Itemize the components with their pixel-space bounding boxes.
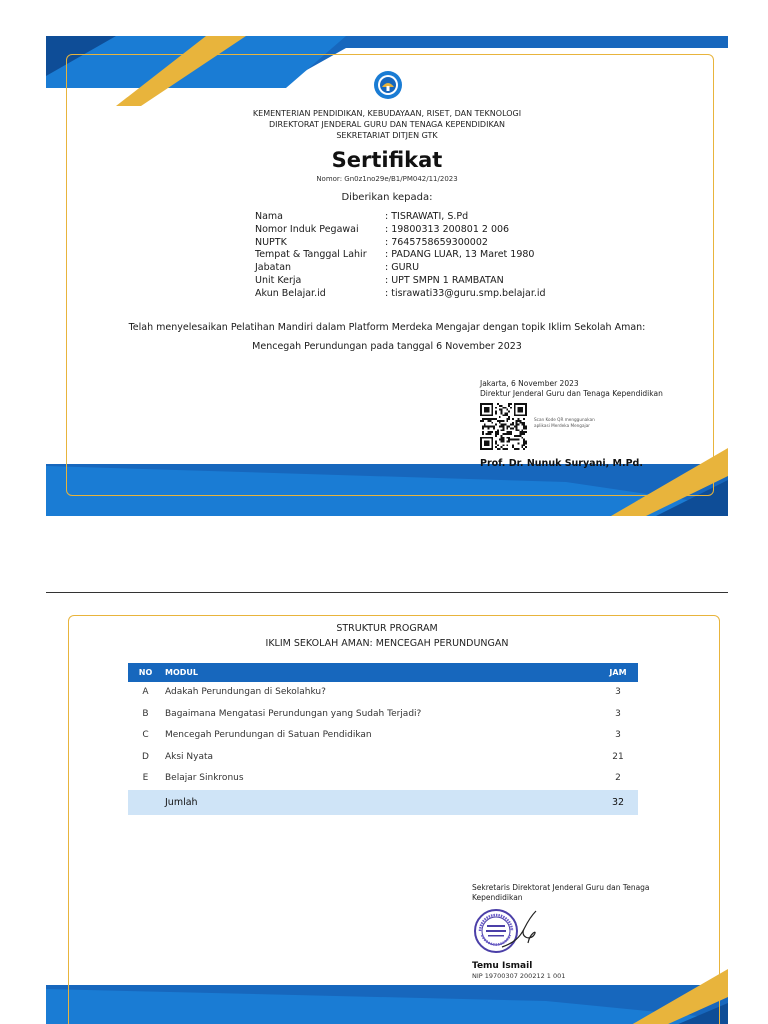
detail-label: Tempat & Tanggal Lahir	[255, 249, 367, 261]
detail-label: NUPTK	[255, 236, 287, 248]
directorate-name: DIREKTORAT JENDERAL GURU DAN TENAGA KEPENDIDIKAN	[268, 120, 506, 129]
qr-code-icon	[480, 403, 527, 450]
detail-row	[255, 224, 615, 237]
row-jam: 21	[612, 751, 624, 762]
row-jam: 3	[615, 687, 621, 697]
secretary-signature-block	[472, 883, 672, 980]
table-row	[128, 704, 638, 726]
official-stamp-seal-icon	[472, 907, 562, 955]
secretary-nip: NIP 19700307 200212 1 001	[472, 972, 566, 980]
detail-value: : UPT SMPN 1 RAMBATAN	[385, 274, 504, 286]
row-no: E	[142, 773, 149, 783]
table-header	[128, 663, 638, 682]
detail-row	[255, 211, 615, 224]
detail-row	[255, 262, 615, 275]
certificate-title: Sertifikat	[331, 148, 443, 172]
total-label: Jumlah	[165, 796, 198, 808]
signer-name: Prof. Dr. Nunuk Suryani, M.Pd.	[480, 458, 643, 469]
program-title: STRUKTUR PROGRAM	[336, 623, 438, 634]
secretary-role: Sekretaris Direktorat Jenderal Guru dan Tenaga Kependidikan	[472, 883, 650, 902]
signature-block	[480, 379, 700, 469]
detail-row	[255, 249, 615, 262]
detail-value: : 19800313 200801 2 006	[385, 223, 510, 235]
detail-label: Nama	[255, 211, 284, 222]
row-no: C	[142, 730, 149, 740]
row-jam: 3	[615, 730, 621, 740]
row-no: D	[142, 751, 149, 762]
detail-label: Jabatan	[255, 262, 292, 274]
completion-date: Mencegah Perundungan pada tanggal 6 November 2023	[252, 341, 522, 352]
certificate	[46, 36, 728, 516]
detail-label: Akun Belajar.id	[255, 287, 326, 299]
table-total-row	[128, 790, 638, 815]
detail-value: : tisrawati33@guru.smp.belajar.id	[385, 287, 546, 299]
sign-place-date: Jakarta, 6 November 2023	[480, 379, 579, 388]
detail-row	[255, 288, 615, 301]
program-structure-page	[46, 592, 728, 1024]
completion-statement: Telah menyelesaikan Pelatihan Mandiri dalam Platform Merdeka Mengajar dengan topik Iklim Sekolah Aman:	[128, 322, 646, 333]
row-no: B	[142, 708, 149, 719]
row-modul: Belajar Sinkronus	[165, 773, 244, 783]
row-modul: Adakah Perundungan di Sekolahku?	[165, 687, 326, 697]
row-modul: Mencegah Perundungan di Satuan Pendidikan	[165, 730, 372, 740]
detail-label: Nomor Induk Pegawai	[255, 223, 359, 235]
program-subtitle: IKLIM SEKOLAH AMAN: MENCEGAH PERUNDUNGAN	[265, 638, 509, 649]
module-table	[128, 663, 638, 815]
detail-label: Unit Kerja	[255, 274, 302, 286]
signer-role: Direktur Jenderal Guru dan Tenaga Kependidikan	[480, 389, 663, 398]
table-row	[128, 682, 638, 704]
detail-row	[255, 275, 615, 288]
header-no: NO	[138, 668, 153, 677]
ministry-name: KEMENTERIAN PENDIDIKAN, KEBUDAYAAN, RISET, DAN TEKNOLOGI	[252, 109, 522, 118]
row-modul: Aksi Nyata	[165, 751, 214, 762]
header-modul: MODUL	[165, 668, 198, 677]
recipient-details	[255, 211, 615, 301]
row-modul: Bagaimana Mengatasi Perundungan yang Sudah Terjadi?	[165, 708, 422, 719]
table-row	[128, 747, 638, 769]
certificate-number: Nomor: Gn0z1no29e/B1/PM042/11/2023	[316, 175, 458, 183]
qr-section	[480, 403, 700, 451]
total-value: 32	[611, 796, 625, 808]
detail-row	[255, 237, 615, 250]
detail-value: : 7645758659300002	[385, 236, 488, 248]
secretariat-name: SEKRETARIAT DITJEN GTK	[336, 131, 438, 140]
row-no: A	[142, 687, 149, 697]
row-jam: 2	[615, 773, 621, 783]
tut-wuri-handayani-logo	[373, 70, 403, 100]
table-row	[128, 768, 638, 790]
table-row	[128, 725, 638, 747]
given-to-label: Diberikan kepada:	[341, 192, 433, 203]
detail-value: : PADANG LUAR, 13 Maret 1980	[385, 249, 535, 261]
total-no	[128, 790, 163, 815]
header-jam: JAM	[609, 668, 627, 677]
qr-note: Scan Kode QR menggunakan aplikasi Merdeka Mengajar	[534, 417, 595, 428]
detail-value: : GURU	[385, 262, 420, 274]
secretary-name: Temu Ismail	[472, 961, 533, 971]
row-jam: 3	[615, 708, 621, 719]
detail-value: : TISRAWATI, S.Pd	[385, 211, 469, 222]
